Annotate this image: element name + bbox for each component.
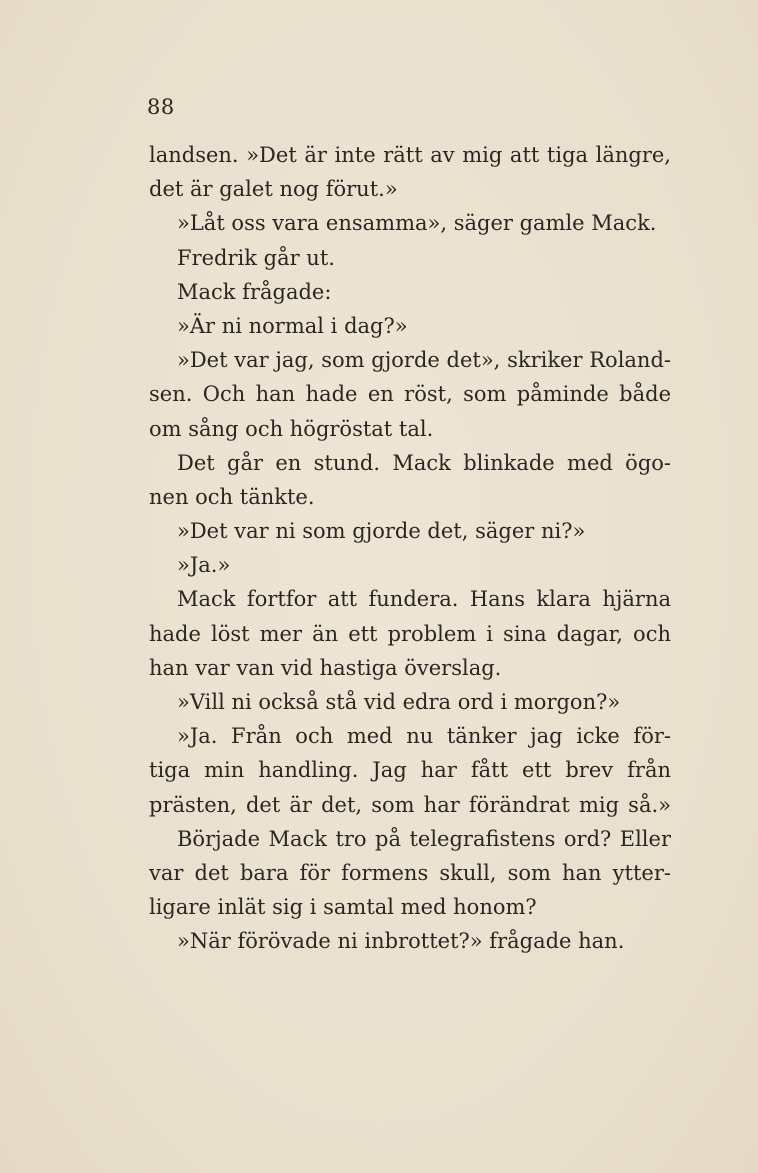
body-text [149,138,671,959]
text-line: prästen, det är det, som har förändrat mig så.» [149,792,671,817]
text-line: Fredrik går ut. [177,245,335,270]
text-line: »Ja. Från och med nu tänker jag icke för- [177,724,671,749]
text-line: han var van vid hastiga överslag. [149,655,502,680]
text-line: ligare inlät sig i samtal med honom? [149,895,537,920]
text-line: »Är ni normal i dag?» [177,313,408,338]
text-line: Det går en stund. Mack blinkade med ögo- [177,450,671,475]
text-line: »Det var jag, som gjorde det», skriker Roland- [177,348,671,373]
text-line: »Ja.» [177,553,231,578]
text-line: om sång och högröstat tal. [149,416,434,441]
text-line: »Låt oss vara ensamma», säger gamle Mack. [177,211,657,236]
page-number: 88 [147,95,175,119]
text-line: var det bara för formens skull, som han ytter- [149,860,671,885]
text-line: det är galet nog förut.» [149,177,398,202]
text-line: »När förövade ni inbrottet?» frågade han. [177,929,625,954]
text-line: »Det var ni som gjorde det, säger ni?» [177,519,586,544]
text-line: landsen. »Det är inte rätt av mig att tiga längre, [149,143,671,167]
text-line: sen. Och han hade en röst, som påminde både [149,382,671,407]
text-line: Mack frågade: [177,279,332,304]
text-line: Mack fortfor att fundera. Hans klara hjärna [177,587,671,612]
text-line: hade löst mer än ett problem i sina dagar, och [149,621,671,646]
text-line: tiga min handling. Jag har fått ett brev från [149,758,671,783]
text-line: Började Mack tro på telegrafistens ord? Eller [177,826,671,851]
text-line: »Vill ni också stå vid edra ord i morgon?» [177,690,621,714]
text-line: nen och tänkte. [149,484,315,509]
